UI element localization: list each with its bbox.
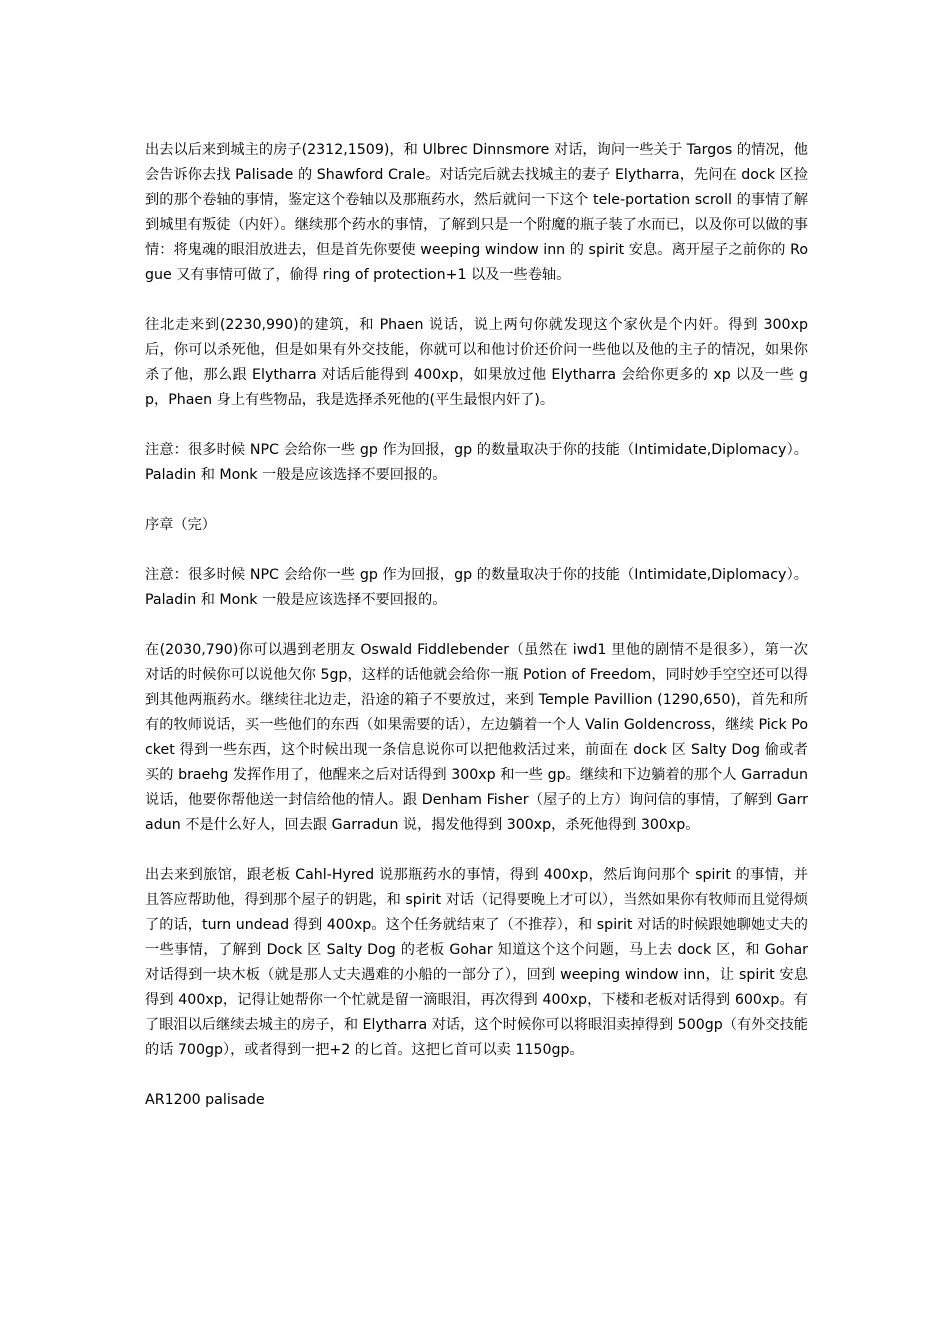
paragraph-prologue-end: 序章（完） bbox=[145, 517, 216, 533]
paragraph-note-rewards: 注意：很多时候 NPC 会给你一些 gp 作为回报，gp 的数量取决于你的技能（Intimidate,Diplomacy）。Paladin 和 Monk 一般是应该选择不要回报的。 bbox=[145, 442, 808, 483]
paragraph-spacer bbox=[145, 288, 808, 313]
paragraph-spacer bbox=[145, 488, 808, 513]
paragraph-spacer bbox=[145, 838, 808, 863]
paragraph-spacer bbox=[145, 538, 808, 563]
paragraph-spacer bbox=[145, 413, 808, 438]
paragraph-note-rewards-repeat: 注意：很多时候 NPC 会给你一些 gp 作为回报，gp 的数量取决于你的技能（Intimidate,Diplomacy）。Paladin 和 Monk 一般是应该选择不要回报的。 bbox=[145, 567, 808, 608]
paragraph-inn-spirit: 出去来到旅馆，跟老板 Cahl-Hyred 说那瓶药水的事情，得到 400xp，然后询问那个 spirit 的事情，并且答应帮助他，得到那个屋子的钥匙，和 spirit 对话（记得要晚上才可以），当然如果你有牧师而且觉得烦了的话，turn undead 得到 400xp。这个任务就结束了（不推荐），和 spirit 对话的时候跟她聊她丈夫的一些事情，了解到 Dock 区 Salty Dog 的老板 Gohar 知道这个这个问题，马上去 dock 区，和 Gohar 对话得到一块木板（就是那人丈夫遇难的小船的一部分了），回到 weeping window inn，让 spirit 安息得到 400xp，记得让她帮你一个忙就是留一滴眼泪，再次得到 400xp，下楼和老板对话得到 600xp。有了眼泪以后继续去城主的房子，和 Elytharra 对话，这个时候你可以将眼泪卖掉得到 500gp（有外交技能的话 700gp），或者得到一把+2 的匕首。这把匕首可以卖 1150gp。 bbox=[145, 867, 808, 1058]
paragraph-area-heading: AR1200 palisade bbox=[145, 1092, 265, 1108]
paragraph-spacer bbox=[145, 1063, 808, 1088]
paragraph-oswald-temple: 在(2030,790)你可以遇到老朋友 Oswald Fiddlebender（虽然在 iwd1 里他的剧情不是很多），第一次对话的时候你可以说他欠你 5gp，这样的话他就会给你一瓶 Potion of Freedom，同时妙手空空还可以得到其他两瓶药水。继续往北边走，沿途的箱子不要放过，来到 Temple Pavillion (1290,650)，首先和所有的牧师说话，买一些他们的东西（如果需要的话），左边躺着一个人 Valin Goldencross，继续 Pick Pocket 得到一些东西，这个时候出现一条信息说你可以把他救活过来，前面在 dock 区 Salty Dog 偷或者买的 braehg 发挥作用了，他醒来之后对话得到 300xp 和一些 gp。继续和下边躺着的那个人 Garradun 说话，他要你帮他送一封信给他的情人。跟 Denham Fisher（屋子的上方）询问信的事情，了解到 Garradun 不是什么好人，回去跟 Garradun 说，揭发他得到 300xp，杀死他得到 300xp。 bbox=[145, 642, 808, 833]
document-body bbox=[145, 138, 808, 1113]
paragraph-phaen-traitor: 往北走来到(2230,990)的建筑，和 Phaen 说话，说上两句你就发现这个家伙是个内奸。得到 300xp 后，你可以杀死他，但是如果有外交技能，你就可以和他讨价还价问一些他以及他的主子的情况，如果你杀了他，那么跟 Elytharra 对话后能得到 400xp，如果放过他 Elytharra 会给你更多的 xp 以及一些 gp，Phaen 身上有些物品，我是选择杀死他的(平生最恨内奸了)。 bbox=[145, 317, 808, 408]
paragraph-targos-mayor: 出去以后来到城主的房子(2312,1509)，和 Ulbrec Dinnsmore 对话，询问一些关于 Targos 的情况，他会告诉你去找 Palisade 的 Shawford Crale。对话完后就去找城主的妻子 Elytharra，先问在 dock 区捡到的那个卷轴的事情，鉴定这个卷轴以及那瓶药水，然后就问一下这个 tele-portation scroll 的事情了解到城里有叛徒（内奸）。继续那个药水的事情，了解到只是一个附魔的瓶子装了水而已，以及你可以做的事情：将鬼魂的眼泪放进去，但是首先你要使 weeping window inn 的 spirit 安息。离开屋子之前你的 Rogue 又有事情可做了，偷得 ring of protection+1 以及一些卷轴。 bbox=[145, 142, 808, 283]
paragraph-spacer bbox=[145, 613, 808, 638]
